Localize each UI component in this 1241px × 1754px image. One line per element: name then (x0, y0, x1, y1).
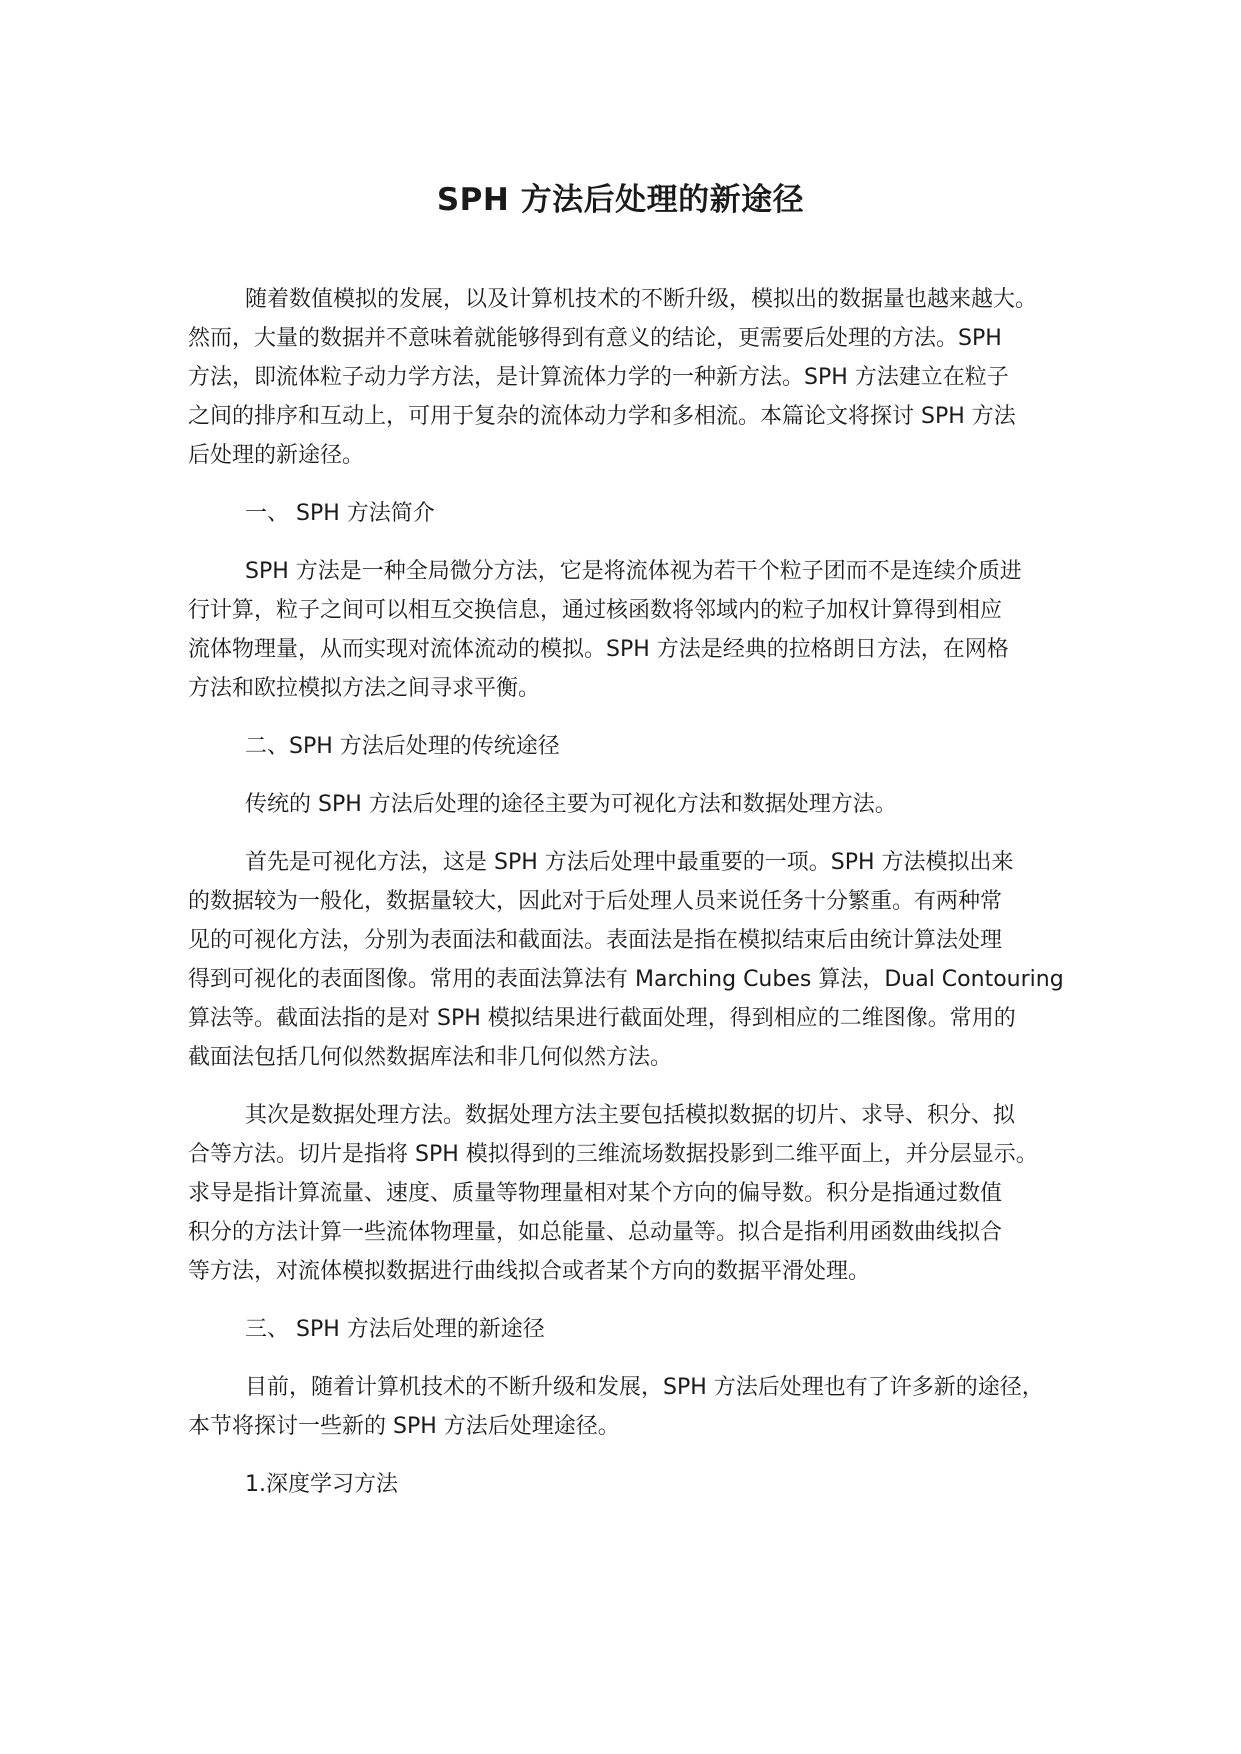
text-line: 后处理的新途径。 (188, 443, 365, 468)
text-line: 截面法包括几何似然数据库法和非几何似然方法。 (188, 1045, 673, 1070)
text-line: 本节将探讨一些新的 SPH 方法后处理途径。 (188, 1414, 620, 1439)
text-line: 见的可视化方法，分别为表面法和截面法。表面法是指在模拟结束后由统计算法处理 (188, 928, 1003, 953)
paragraph-intro (188, 280, 1078, 475)
text-line: SPH 方法是一种全局微分方法，它是将流体视为若干个粒子团而不是连续介质进 (245, 559, 1022, 584)
paragraph-new-approaches (188, 1368, 1078, 1446)
text-line: 目前，随着计算机技术的不断升级和发展，SPH 方法后处理也有了许多新的途径， (245, 1375, 1044, 1400)
text-line: 然而，大量的数据并不意味着就能够得到有意义的结论，更需要后处理的方法。SPH (188, 326, 1002, 351)
text-line: 其次是数据处理方法。数据处理方法主要包括模拟数据的切片、求导、积分、拟 (245, 1103, 1016, 1128)
document-body (188, 280, 1078, 1504)
text-line: 方法和欧拉模拟方法之间寻求平衡。 (188, 676, 541, 701)
paragraph-visualization (188, 843, 1078, 1077)
paragraph-data-processing (188, 1096, 1078, 1291)
text-line: 求导是指计算流量、速度、质量等物理量相对某个方向的偏导数。积分是指通过数值 (188, 1181, 1003, 1206)
section-heading-3: 三、 SPH 方法后处理的新途径 (245, 1317, 545, 1342)
text-line: 积分的方法计算一些流体物理量，如总能量、总动量等。拟合是指利用函数曲线拟合 (188, 1220, 1003, 1245)
text-line: 随着数值模拟的发展，以及计算机技术的不断升级，模拟出的数据量也越来越大。 (245, 287, 1038, 312)
text-line: 行计算，粒子之间可以相互交换信息，通过核函数将邻域内的粒子加权计算得到相应 (188, 598, 1003, 623)
paragraph-traditional-overview (188, 785, 1078, 824)
text-line: 方法，即流体粒子动力学方法，是计算流体力学的一种新方法。SPH 方法建立在粒子 (188, 365, 1009, 390)
text-line: 之间的排序和互动上，可用于复杂的流体动力学和多相流。本篇论文将探讨 SPH 方法 (188, 404, 1016, 429)
section-heading-2: 二、SPH 方法后处理的传统途径 (245, 734, 560, 759)
text-line: 等方法，对流体模拟数据进行曲线拟合或者某个方向的数据平滑处理。 (188, 1259, 871, 1284)
document-title: SPH 方法后处理的新途径 (436, 182, 805, 218)
text-line: 合等方法。切片是指将 SPH 模拟得到的三维流场数据投影到二维平面上，并分层显示。 (188, 1142, 1038, 1167)
subsection-heading-1: 1.深度学习方法 (245, 1472, 398, 1497)
paragraph-sph-intro (188, 552, 1078, 708)
text-line: 的数据较为一般化，数据量较大，因此对于后处理人员来说任务十分繁重。有两种常 (188, 889, 1003, 914)
text-line: 流体物理量，从而实现对流体流动的模拟。SPH 方法是经典的拉格朗日方法，在网格 (188, 637, 1009, 662)
section-heading-1: 一、 SPH 方法简介 (245, 501, 435, 526)
text-line: 得到可视化的表面图像。常用的表面法算法有 Marching Cubes 算法，Dual Contouring (188, 967, 1064, 992)
text-line: 首先是可视化方法，这是 SPH 方法后处理中最重要的一项。SPH 方法模拟出来 (245, 850, 1014, 875)
text-line: 传统的 SPH 方法后处理的途径主要为可视化方法和数据处理方法。 (245, 792, 897, 817)
text-line: 算法等。截面法指的是对 SPH 模拟结果进行截面处理，得到相应的二维图像。常用的 (188, 1006, 1016, 1031)
